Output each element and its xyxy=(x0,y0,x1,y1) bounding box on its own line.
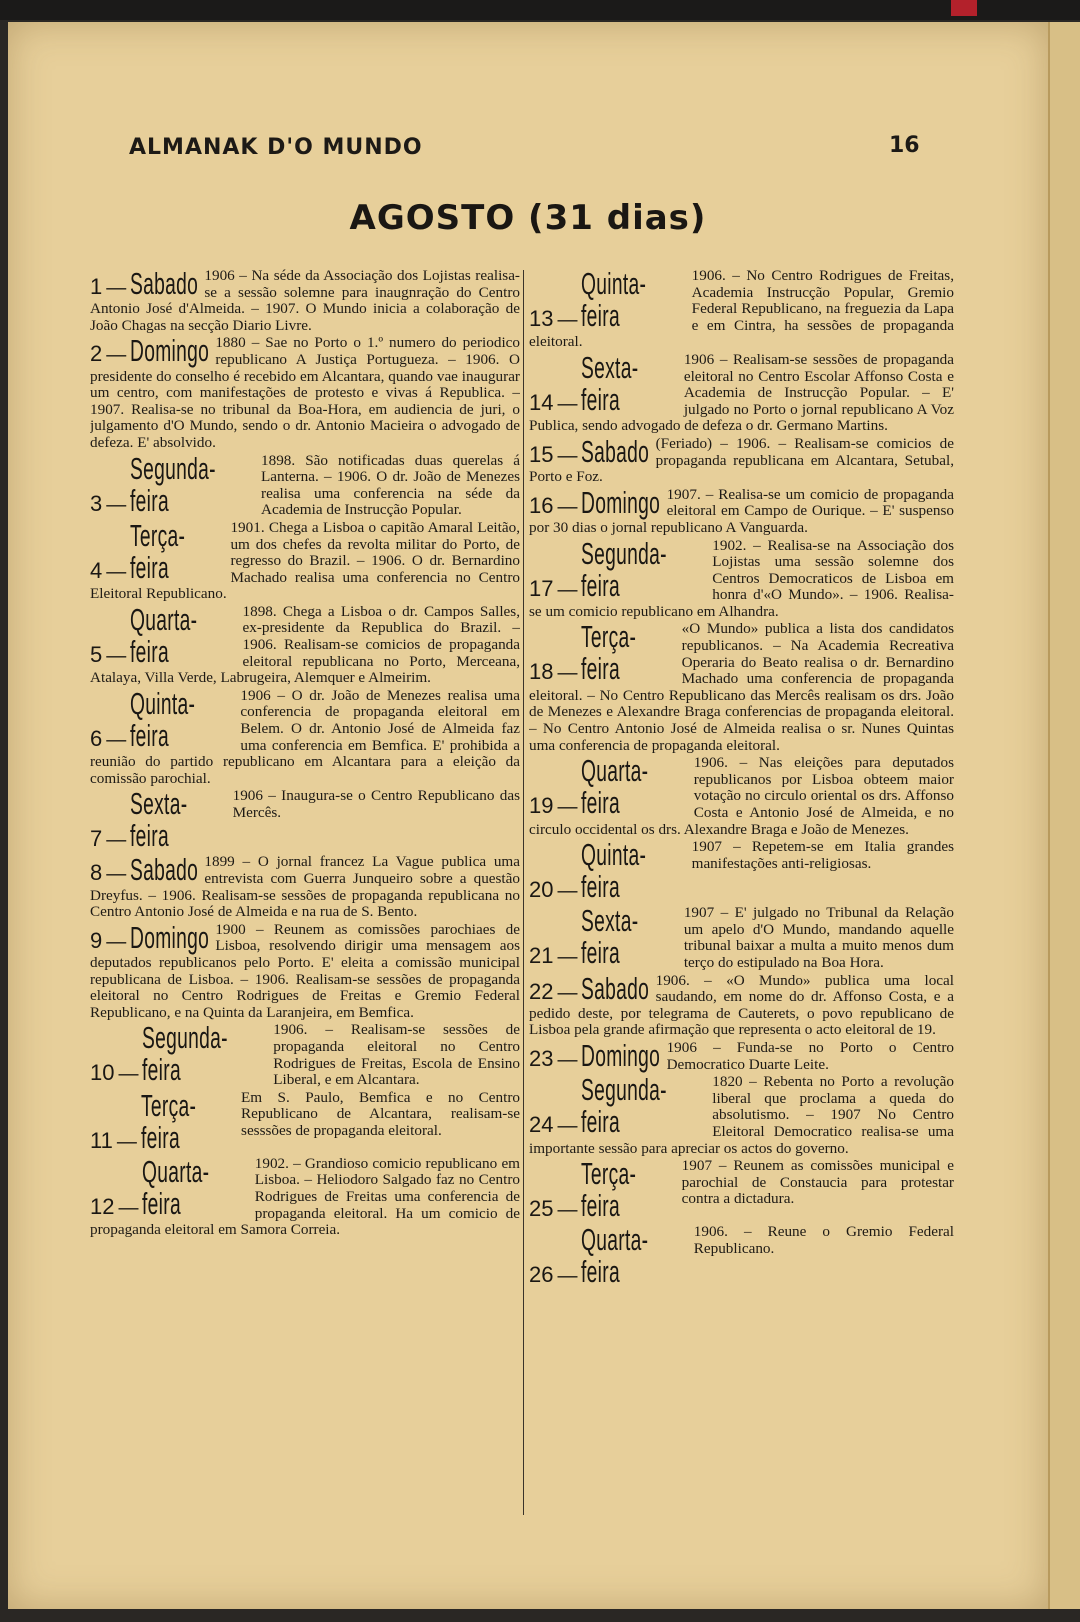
day-number: 21 xyxy=(529,943,554,969)
weekday-name: Quarta-feira xyxy=(581,755,649,821)
entry-date-heading: 3 — Segunda-feira xyxy=(90,452,217,518)
day-number: 5 xyxy=(90,641,103,667)
calendar-entry xyxy=(529,538,954,621)
weekday-name: Terça-feira xyxy=(130,519,186,585)
entry-text: 1906. – No Centro Rodrigues de Freitas, Academia Instrucção Popular, Gremio Federal Republicano, na freguezia da Lapa e em Cintra, ha sessões de propaganda eleitoral. xyxy=(529,268,954,351)
entry-date-heading: 12 — Quarta-feira xyxy=(90,1155,210,1221)
entry-date-heading: 4 — Terça-feira xyxy=(90,520,224,585)
day-number: 6 xyxy=(90,725,103,751)
entry-date-heading: 10 — Segunda-feira xyxy=(90,1022,229,1088)
entry-text: 1899 – O jornal francez La Vague publica uma entrevista com Guerra Junqueiro sobre a questão Dreyfus. – 1906. Realisam-se sessões de propaganda republicana no Centro Antonio José de Almeida e na rua de S. Bento. xyxy=(90,854,520,921)
entry-date-heading: 7 — Sexta-feira xyxy=(90,788,227,853)
entry-text: 1906 – Realisam-se sessões de propaganda eleitoral no Centro Escolar Affonso Costa e Academia de Instrucção Popular. – E' julgado no Porto o jornal republicano A Voz Publica, sendo advogado de defeza o dr. Germano Martins. xyxy=(529,351,954,435)
calendar-entry xyxy=(90,268,520,334)
entry-text: 1902. – Grandioso comicio republicano em Lisboa. – Heliodoro Salgado faz no Centro Rodrigues de Freitas uma conferencia de propaganda eleitoral. Ha um comicio de propaganda eleitoral em Samora Correia. xyxy=(90,1155,520,1239)
day-number: 11 xyxy=(90,1127,113,1153)
calendar-entry xyxy=(529,352,954,435)
calendar-entry xyxy=(90,1156,520,1239)
calendar-entry xyxy=(529,973,954,1039)
entry-date-heading: 26 — Quarta-feira xyxy=(529,1224,649,1290)
entry-date-heading: 21 — Sexta-feira xyxy=(529,905,678,970)
day-number: 26 xyxy=(529,1262,554,1288)
weekday-name: Domingo xyxy=(581,486,661,520)
entry-text: 1901. Chega a Lisboa o capitão Amaral Leitão, um dos chefes da revolta militar do Porto, de regresso do Brazil. – 1906. O dr. Bernardino Machado realisa uma conferencia no Centro Eleitoral Republicano. xyxy=(90,519,520,603)
weekday-name: Terça-feira xyxy=(581,621,637,687)
day-number: 4 xyxy=(90,557,103,583)
entry-text: 1906 – Funda-se no Porto o Centro Democratico Duarte Leite. xyxy=(666,1039,954,1073)
right-column xyxy=(529,268,954,1290)
day-number: 12 xyxy=(90,1193,115,1219)
entry-text: 1907. – Realisa-se um comicio de propaganda eleitoral em Campo de Ourique. – E' suspenso por 30 dias o jornal republicano A Vanguarda. xyxy=(529,486,954,536)
calendar-entry xyxy=(529,487,954,537)
day-number: 16 xyxy=(529,492,554,518)
day-number: 20 xyxy=(529,877,554,903)
day-number: 13 xyxy=(529,306,554,331)
weekday-name: Sabado xyxy=(581,435,650,469)
entry-text: 1906. – Realisam-se sessões de propaganda eleitoral no Centro Rodrigues de Freitas, Escola de Ensino Liberal, e em Alcantara. xyxy=(273,1022,520,1089)
entry-date-heading: 8 — Sabado xyxy=(90,854,199,888)
day-number: 23 xyxy=(529,1045,554,1071)
day-number: 9 xyxy=(90,927,103,953)
entry-text: 1902. – Realisa-se na Associação dos Lojistas uma sessão solemne dos Centros Democraticos de Lisboa em honra d'«O Mundo». – 1906. Realisa-se um comicio republicano em Alhandra. xyxy=(529,537,954,620)
entry-text: Em S. Paulo, Bemfica e no Centro Republicano de Alcantara, realisam-se sesssões de propaganda eleitoral. xyxy=(241,1089,520,1139)
entry-date-heading: 23 — Domingo xyxy=(529,1039,661,1073)
entry-date-heading: 18 — Terça-feira xyxy=(529,621,676,686)
weekday-name: Sabado xyxy=(581,972,650,1006)
day-number: 3 xyxy=(90,490,103,516)
calendar-entry xyxy=(90,922,520,1022)
weekday-name: Sabado xyxy=(130,268,199,301)
calendar-entry xyxy=(529,755,954,838)
entry-text: 1906. – Reune o Gremio Federal Republicano. xyxy=(693,1224,954,1257)
entry-text: 1907 – E' julgado no Tribunal da Relação um apelo d'O Mundo, mandando aquelle tribunal baixar a multa a muito menos dum terço do estipulado na Boa Hora. xyxy=(683,905,954,971)
entry-date-heading: 19 — Quarta-feira xyxy=(529,755,649,821)
calendar-entry xyxy=(90,854,520,920)
calendar-entry xyxy=(529,621,954,754)
calendar-entry xyxy=(90,1022,520,1088)
day-number: 2 xyxy=(90,341,103,367)
entry-date-heading: 2 — Domingo xyxy=(90,335,210,369)
day-number: 1 xyxy=(90,274,103,299)
calendar-entry xyxy=(90,335,520,451)
calendar-entry xyxy=(529,436,954,486)
entry-text: 1898. Chega a Lisboa o dr. Campos Salles, ex-presidente da Republica do Brazil. – 1906. Realisam-se comicios de propaganda eleitoral republicana no Porto, Merceana, Atalaya, Villa Verde, Labrugeira, Alemquer e Almeirim. xyxy=(90,603,520,687)
weekday-name: Segunda-feira xyxy=(581,1074,668,1140)
calendar-entry xyxy=(529,839,954,904)
day-number: 15 xyxy=(529,441,554,467)
entry-date-heading: 6 — Quinta-feira xyxy=(90,687,196,753)
calendar-entry xyxy=(529,1158,954,1223)
entry-text: 1820 – Rebenta no Porto a revolução liberal que proclama a queda do absolutismo. – 1907 No Centro Eleitoral Democratico realisa-se uma importante sessão para apreciar os actos do governo. xyxy=(529,1074,954,1157)
weekday-name: Domingo xyxy=(130,921,210,955)
weekday-name: Terça-feira xyxy=(581,1158,637,1224)
page-title: AGOSTO (31 dias) xyxy=(349,198,707,238)
day-number: 14 xyxy=(529,389,554,415)
day-number: 24 xyxy=(529,1112,554,1138)
weekday-name: Domingo xyxy=(581,1039,661,1073)
weekday-name: Segunda-feira xyxy=(581,537,668,603)
weekday-name: Quarta-feira xyxy=(581,1224,649,1290)
weekday-name: Quarta-feira xyxy=(130,603,198,669)
page-edge xyxy=(1048,22,1080,1609)
entry-text: 1906 – Na séde da Associação dos Lojistas realisa-se a sessão solemne para inaugnração do Centro Antonio José d'Almeida. – 1907. O Mundo inicia a colaboração de João Chagas na secção Diario Livre. xyxy=(90,268,520,334)
calendar-entry xyxy=(90,520,520,603)
entry-text: 1898. São notificadas duas querelas á Lanterna. – 1906. O dr. João de Menezes realisa uma conferencia na séde da Academia de Instrucção Popular. xyxy=(261,452,520,519)
calendar-entry xyxy=(90,604,520,687)
weekday-name: Quinta-feira xyxy=(581,839,647,905)
calendar-entry xyxy=(90,1090,520,1155)
entry-text: 1907 – Repetem-se em Italia grandes manifestações anti-religiosas. xyxy=(691,839,954,872)
running-header: ALMANAK D'O MUNDO xyxy=(129,135,423,160)
day-number: 25 xyxy=(529,1196,554,1222)
weekday-name: Sexta-feira xyxy=(130,788,188,854)
entry-text: 1906 – O dr. João de Menezes realisa uma conferencia de propaganda eleitoral em Belem. O dr. Antonio José de Almeida faz uma conferencia em Bemfica. E' prohibida a reunião do partido republicano em Alcantara para a eleição da comissão parochial. xyxy=(90,687,520,787)
entry-text: «O Mundo» publica a lista dos candidatos republicanos. – Na Academia Recreativa Operaria do Beato realisa o dr. Bernardino Machado uma conferencia de propaganda eleitoral. – No Centro Republicano das Mercês realisam os drs. João de Menezes e Alexandre Braga conferencias de propaganda eleitoral. – No Centro Antonio José de Almeida realisa o sr. Nunes Quintas uma conferencia de propaganda eleitoral. xyxy=(529,621,954,754)
day-number: 10 xyxy=(90,1060,115,1086)
entry-date-heading: 13 — Quinta-feira xyxy=(529,268,647,333)
entry-text: 1900 – Reunem as comissões parochiaes de Lisboa, resolvendo dirigir uma mensagem aos deputados republicanos pelo Porto. E' eleita a comissão municipal republicana de Lisboa. – 1906. Realisam-se sessões de propaganda eleitoral no Centro Rodrigues de Freitas e Gremio Federal Republicano, e na Quinta da Laranjeira, em Bemfica. xyxy=(90,921,520,1021)
day-number: 22 xyxy=(529,978,554,1004)
entry-date-heading: 11 — Terça-feira xyxy=(90,1090,235,1155)
day-number: 19 xyxy=(529,793,554,819)
calendar-entry xyxy=(90,688,520,788)
calendar-entry xyxy=(529,1040,954,1073)
day-number: 7 xyxy=(90,826,103,852)
weekday-name: Quinta-feira xyxy=(581,268,647,333)
bookmark-tab xyxy=(951,0,977,16)
entry-date-heading: 22 — Sabado xyxy=(529,972,650,1006)
entry-date-heading: 24 — Segunda-feira xyxy=(529,1074,668,1140)
weekday-name: Segunda-feira xyxy=(142,1022,229,1088)
calendar-entry xyxy=(529,905,954,971)
calendar-entry xyxy=(90,788,520,853)
weekday-name: Sexta-feira xyxy=(581,351,639,417)
calendar-entry xyxy=(529,268,954,351)
entry-text: 1906. – «O Mundo» publica uma local saudando, em nome do dr. Affonso Costa, e a pedido deste, por telegrama de Cauterets, o povo republicano de Lisboa pela grande afirmação que representa o acto eleitoral de 19. xyxy=(529,972,954,1039)
weekday-name: Domingo xyxy=(130,335,210,369)
weekday-name: Sabado xyxy=(130,854,199,888)
calendar-entry xyxy=(529,1224,954,1289)
entry-text: 1906 – Inaugura-se o Centro Republicano das Mercês. xyxy=(232,788,520,821)
entry-text: 1906. – Nas eleições para deputados republicanos por Lisboa obteem maior votação no circulo oriental os drs. Affonso Costa e Antonio José de Almeida, e no circulo occidental os drs. Alexandre Braga e João de Menezes. xyxy=(529,755,954,838)
weekday-name: Quinta-feira xyxy=(130,687,196,753)
entry-text: (Feriado) – 1906. – Realisam-se comicios de propaganda republicana em Alcantara, Setubal, Porto e Foz. xyxy=(529,435,954,486)
entry-text: 1880 – Sae no Porto o 1.º numero do periodico republicano A Justiça Portugueza. – 1906. O presidente do conselho é recebido em Alcantara, quando vae inaugurar um centro, com manifestações de protesto e vivas á Republica. – 1907. Realisa-se no tribunal da Boa-Hora, em audiencia de juri, o julgamento d'O Mundo, sendo o dr. Antonio Macieira o advogado de defeza. E' absolvido. xyxy=(90,335,520,451)
entry-date-heading: 25 — Terça-feira xyxy=(529,1158,676,1223)
column-divider xyxy=(523,270,524,1515)
weekday-name: Quarta-feira xyxy=(142,1155,210,1221)
weekday-name: Terça-feira xyxy=(140,1089,197,1155)
page-number: 16 xyxy=(889,133,920,158)
calendar-entry xyxy=(529,1074,954,1157)
entry-date-heading: 9 — Domingo xyxy=(90,921,210,955)
entry-date-heading: 20 — Quinta-feira xyxy=(529,839,647,905)
entry-text: 1907 – Reunem as comissões municipal e parochial de Constaucia para protestar contra a dictadura. xyxy=(681,1158,954,1208)
entry-date-heading: 1 — Sabado xyxy=(90,268,199,301)
day-number: 8 xyxy=(90,860,103,886)
entry-date-heading: 14 — Sexta-feira xyxy=(529,352,678,417)
calendar-entry xyxy=(90,453,520,519)
scan-top-border xyxy=(0,0,1080,20)
weekday-name: Sexta-feira xyxy=(581,905,639,971)
entry-date-heading: 15 — Sabado xyxy=(529,435,650,469)
day-number: 18 xyxy=(529,659,554,685)
day-number: 17 xyxy=(529,575,554,601)
entry-date-heading: 16 — Domingo xyxy=(529,486,661,520)
entry-date-heading: 17 — Segunda-feira xyxy=(529,537,668,603)
entry-date-heading: 5 — Quarta-feira xyxy=(90,603,198,669)
weekday-name: Segunda-feira xyxy=(130,452,217,518)
left-column xyxy=(90,268,520,1240)
